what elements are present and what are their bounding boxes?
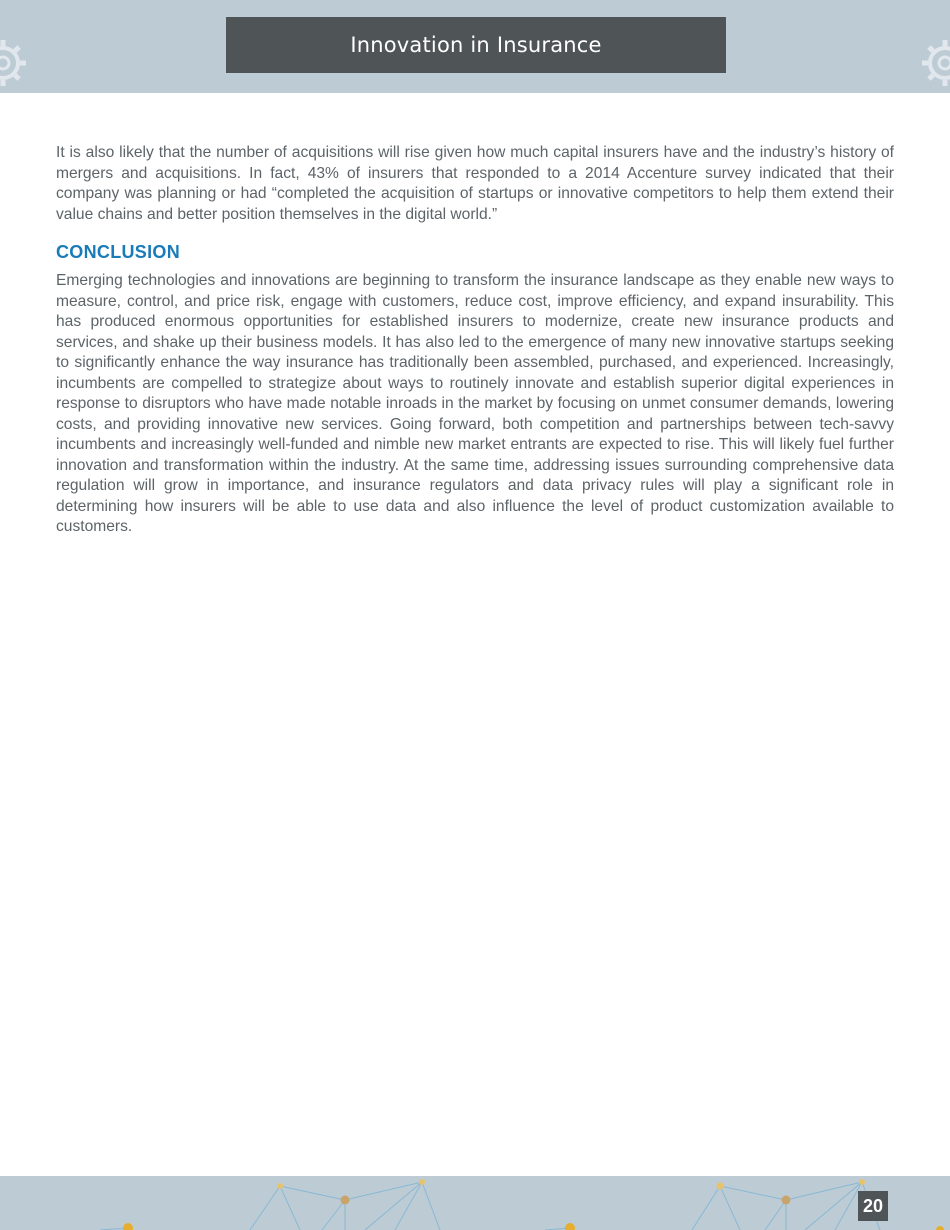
main-content: [56, 143, 894, 538]
conclusion-paragraph: Emerging technologies and innovations are beginning to transform the insurance landscape as they enable new ways to measure, control, and price risk, engage with customers, reduce cost, improve efficiency, and expand insurability. This has produced enormous opportunities for established insurers to modernize, create new insurance products and services, and shake up their business models. It has also led to the emergence of many new innovative startups seeking to significantly enhance the way insurance has traditionally been assembled, purchased, and experienced. Increasingly, incumbents are compelled to strategize about ways to routinely innovate and establish superior digital experiences in response to disruptors who have made notable inroads in the market by focusing on unmet consumer demands, lowering costs, and providing innovative new services. Going forward, both competition and partnerships between tech-savvy incumbents and increasingly well-funded and nimble new market entrants are expected to rise. This will likely fuel further innovation and transformation within the industry. At the same time, addressing issues surrounding comprehensive data regulation will grow in importance, and insurance regulators and data privacy rules will play a significant role in determining how insurers will be able to use data and also influence the level of product customization available to customers.: [56, 272, 894, 535]
gear-icon: [0, 38, 28, 88]
page-number: 20: [858, 1191, 888, 1221]
header-band: [0, 0, 950, 93]
conclusion-heading: CONCLUSION: [56, 242, 180, 262]
network-decoration: [0, 1176, 950, 1230]
gear-icon: [920, 38, 950, 88]
intro-paragraph: It is also likely that the number of acquisitions will rise given how much capital insurers have and the industry’s history of mergers and acquisitions. In fact, 43% of insurers that responded to a 2014 Accenture survey indicated that their company was planning or had “completed the acquisition of startups or innovative competitors to help them extend their value chains and better position themselves in the digital world.”: [56, 144, 894, 223]
page-title: Innovation in Insurance: [226, 17, 726, 73]
footer-band: [0, 1176, 950, 1230]
